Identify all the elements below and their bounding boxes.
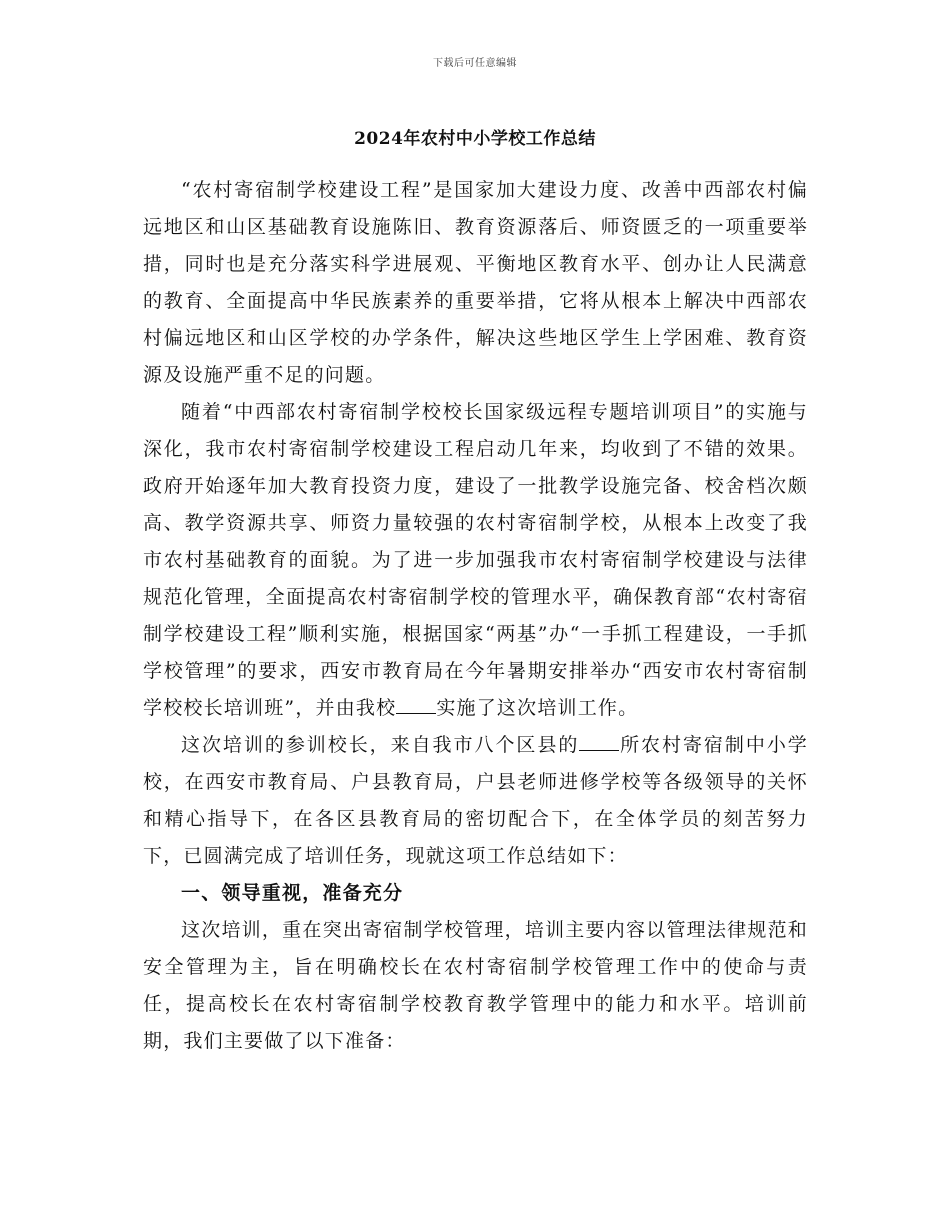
paragraph-participants-text-a: 这次培训的参训校长，来自我市八个区县的: [181, 734, 580, 756]
document-title: 2024年农村中小学校工作总结: [354, 129, 596, 149]
header-note: 下载后可任意编辑: [433, 58, 517, 69]
paragraph-participants-text-b: 所农村寄宿制中小学校，在西安市教育局、户县教育局，户县老师进修学校等各级领导的关怀和精心指导下，在各区县教育局的密切配合下，在全体学员的刻苦努力下，已圆满完成了培训任务，现就这项工作总结如下：: [143, 734, 808, 867]
section-heading-1: 一、领导重视，准备充分: [181, 882, 404, 904]
paragraph-background-text-a: 随着“中西部农村寄宿制学校校长国家级远程专题培训项目”的实施与深化，我市农村寄宿制学校建设工程启动几年来，均收到了不错的效果。政府开始逐年加大教育投资力度，建设了一批教学设施完备、校舍档次颇高、教学资源共享、师资力量较强的农村寄宿制学校，从根本上改变了我市农村基础教育的面貌。为了进一步加强我市农村寄宿制学校建设与法律规范化管理，全面提高农村寄宿制学校的管理水平，确保教育部“农村寄宿制学校建设工程”顺利实施，根据国家“两基”办“一手抓工程建设，一手抓学校管理”的要求，西安市教育局在今年暑期安排举办“西安市农村寄宿制学校校长培训班”，并由我校: [143, 401, 808, 719]
paragraph-background: [143, 394, 808, 727]
paragraph-intro: “农村寄宿制学校建设工程”是国家加大建设力度、改善中西部农村偏远地区和山区基础教育设施陈旧、教育资源落后、师资匮乏的一项重要举措，同时也是充分落实科学进展观、平衡地区教育水平、创办让人民满意的教育、全面提高中华民族素养的重要举措，它将从根本上解决中西部农村偏远地区和山区学校的办学条件，解决这些地区学生上学困难、教育资源及设施严重不足的问题。: [143, 179, 808, 386]
document-body: [143, 172, 808, 1060]
paragraph-participants: [143, 727, 808, 875]
blank-school-count: [579, 732, 619, 751]
paragraph-background-text-b: 实施了这次培训工作。: [436, 697, 639, 719]
blank-school-name: [396, 695, 436, 714]
paragraph-preparation: 这次培训，重在突出寄宿制学校管理，培训主要内容以管理法律规范和安全管理为主，旨在明确校长在农村寄宿制学校管理工作中的使命与责任，提高校长在农村寄宿制学校教育教学管理中的能力和水平。培训前期，我们主要做了以下准备：: [143, 919, 808, 1052]
